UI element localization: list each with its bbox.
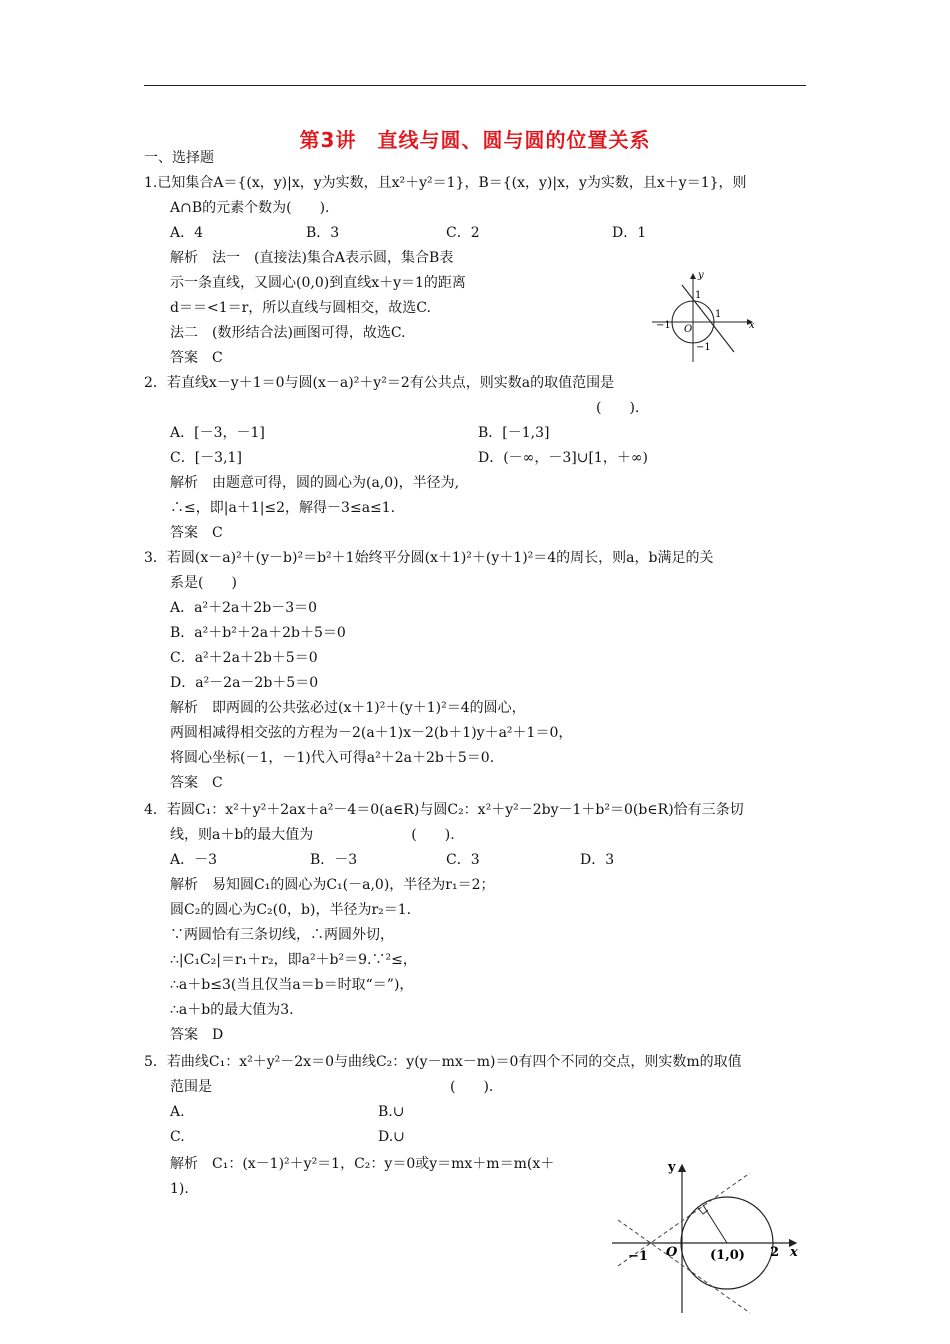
q2-option-d: D．(－∞，－3]∪[1，＋∞) bbox=[478, 450, 648, 466]
q5-option-a: A. bbox=[170, 1104, 185, 1120]
q1-option-c: C．2 bbox=[446, 225, 480, 241]
q4-solution-line4: ∴|C₁C₂|＝r₁＋r₂，即a²＋b²＝9.∵²≤， bbox=[170, 952, 417, 968]
q1-solution-line2: 示一条直线，又圆心(0,0)到直线x＋y＝1的距离 bbox=[170, 275, 466, 291]
q1-solution-line3: d＝＝<1＝r，所以直线与圆相交，故选C. bbox=[170, 300, 431, 316]
q5-option-b: B.∪ bbox=[378, 1104, 405, 1120]
q1-option-d: D．1 bbox=[612, 225, 647, 241]
q4-solution-line2: 圆C₂的圆心为C₂(0，b)，半径为r₂＝1. bbox=[170, 902, 412, 918]
q2-stem-line1: 2．若直线x－y＋1＝0与圆(x－a)²＋y²＝2有公共点，则实数a的取值范围是 bbox=[144, 375, 615, 391]
q3-solution-line1: 解析 即两圆的公共弦必过(x＋1)²＋(y＋1)²＝4的圆心， bbox=[170, 700, 526, 716]
q1-origin-label: O bbox=[684, 324, 693, 335]
q4-solution-line6: ∴a＋b的最大值为3. bbox=[170, 1002, 294, 1018]
q5-option-d: D.∪ bbox=[378, 1129, 405, 1145]
q2-option-a: A．[－3，－1] bbox=[170, 425, 265, 441]
q1-stem-line1: 1.已知集合A＝{(x，y)|x，y为实数，且x²＋y²＝1}，B＝{(x，y)|x，y为实数，且x＋y＝1}，则 bbox=[144, 175, 747, 191]
q4-solution-line3: ∵两圆恰有三条切线，∴两圆外切， bbox=[170, 927, 394, 943]
q4-option-c: C．3 bbox=[446, 852, 480, 868]
section-heading: 一、选择题 bbox=[144, 150, 214, 166]
q4-answer: 答案 D bbox=[170, 1027, 224, 1043]
q5-option-c: C. bbox=[170, 1129, 185, 1145]
q1-answer: 答案 C bbox=[170, 350, 223, 366]
q2-option-b: B．[－1,3] bbox=[478, 425, 550, 441]
q2-option-c: C．[－3,1] bbox=[170, 450, 242, 466]
q1-tick-yneg1: −1 bbox=[696, 342, 711, 353]
q1-tick-x1: 1 bbox=[715, 309, 722, 320]
q2-solution-line1: 解析 由题意可得，圆的圆心为(a,0)，半径为, bbox=[170, 475, 460, 491]
q4-solution-line5: ∴a＋b≤3(当且仅当a＝b＝时取“＝”)， bbox=[170, 977, 414, 993]
q5-stem-line2: 范围是 ( ). bbox=[170, 1079, 494, 1095]
q5-tick-2: 2 bbox=[770, 1245, 780, 1260]
q4-option-d: D．3 bbox=[580, 852, 615, 868]
q4-solution-line1: 解析 易知圆C₁的圆心为C₁(－a,0)，半径为r₁＝2； bbox=[170, 877, 495, 893]
q1-stem-line2: A∩B的元素个数为( ). bbox=[170, 200, 330, 216]
q5-y-label: y bbox=[668, 1160, 676, 1175]
q4-option-b: B．－3 bbox=[310, 852, 358, 868]
page-title: 第3讲 直线与圆、圆与圆的位置关系 bbox=[299, 128, 651, 152]
q5-tick-neg1: −1 bbox=[628, 1249, 648, 1264]
q1-y-label: y bbox=[698, 270, 704, 281]
q3-stem-line2: 系是( ) bbox=[170, 575, 237, 591]
q2-stem-line2: ( ). bbox=[596, 400, 640, 416]
q5-figure bbox=[610, 1155, 810, 1315]
q3-option-c: C．a²＋2a＋2b＋5＝0 bbox=[170, 650, 318, 666]
q1-x-label: x bbox=[749, 320, 755, 331]
q2-answer: 答案 C bbox=[170, 525, 223, 541]
q1-tick-xneg1: −1 bbox=[656, 320, 671, 331]
q3-stem-line1: 3．若圆(x－a)²＋(y－b)²＝b²＋1始终平分圆(x＋1)²＋(y＋1)²＝4的周长，则a，b满足的关 bbox=[144, 550, 714, 566]
q5-stem-line1: 5．若曲线C₁：x²＋y²－2x＝0与曲线C₂：y(y－mx－m)＝0有四个不同的交点，则实数m的取值 bbox=[144, 1054, 742, 1070]
q5-tangent-lower bbox=[618, 1220, 750, 1313]
q3-answer: 答案 C bbox=[170, 775, 223, 791]
q3-option-a: A．a²＋2a＋2b－3＝0 bbox=[170, 600, 318, 616]
q3-option-b: B．a²＋b²＋2a＋2b＋5＝0 bbox=[170, 625, 346, 641]
q1-option-a: A．4 bbox=[170, 225, 204, 241]
q1-option-b: B．3 bbox=[306, 225, 340, 241]
q5-origin-label: O bbox=[666, 1245, 678, 1260]
q4-stem-line2: 线，则a＋b的最大值为 ( ). bbox=[170, 827, 455, 843]
q4-stem-line1: 4．若圆C₁：x²＋y²＋2ax＋a²－4＝0(a∈R)与圆C₂：x²＋y²－2by－1＋b²＝0(b∈R)恰有三条切 bbox=[144, 802, 744, 818]
q1-solution-line4: 法二 (数形结合法)画图可得，故选C. bbox=[170, 325, 406, 341]
q3-solution-line3: 将圆心坐标(－1，－1)代入可得a²＋2a＋2b＋5＝0. bbox=[170, 750, 495, 766]
q3-solution-line2: 两圆相减得相交弦的方程为－2(a＋1)x－2(b＋1)y＋a²＋1＝0， bbox=[170, 725, 573, 741]
q1-solution-line1: 解析 法一 (直接法)集合A表示圆，集合B表 bbox=[170, 250, 454, 266]
q4-option-a: A．－3 bbox=[170, 852, 218, 868]
q3-option-d: D．a²－2a－2b＋5＝0 bbox=[170, 675, 319, 691]
header-rule bbox=[144, 85, 806, 86]
q5-x-label: x bbox=[790, 1245, 798, 1260]
q1-figure bbox=[648, 268, 760, 366]
q1-tick-y1: 1 bbox=[695, 290, 702, 301]
q5-solution-line2: 1). bbox=[170, 1181, 189, 1197]
q2-solution-line2: ∴≤，即|a＋1|≤2，解得－3≤a≤1. bbox=[170, 500, 396, 516]
q5-solution-line1: 解析 C₁：(x－1)²＋y²＝1，C₂：y＝0或y＝mx＋m＝m(x＋ bbox=[170, 1156, 555, 1172]
q5-center-label: (1,0) bbox=[710, 1248, 745, 1263]
